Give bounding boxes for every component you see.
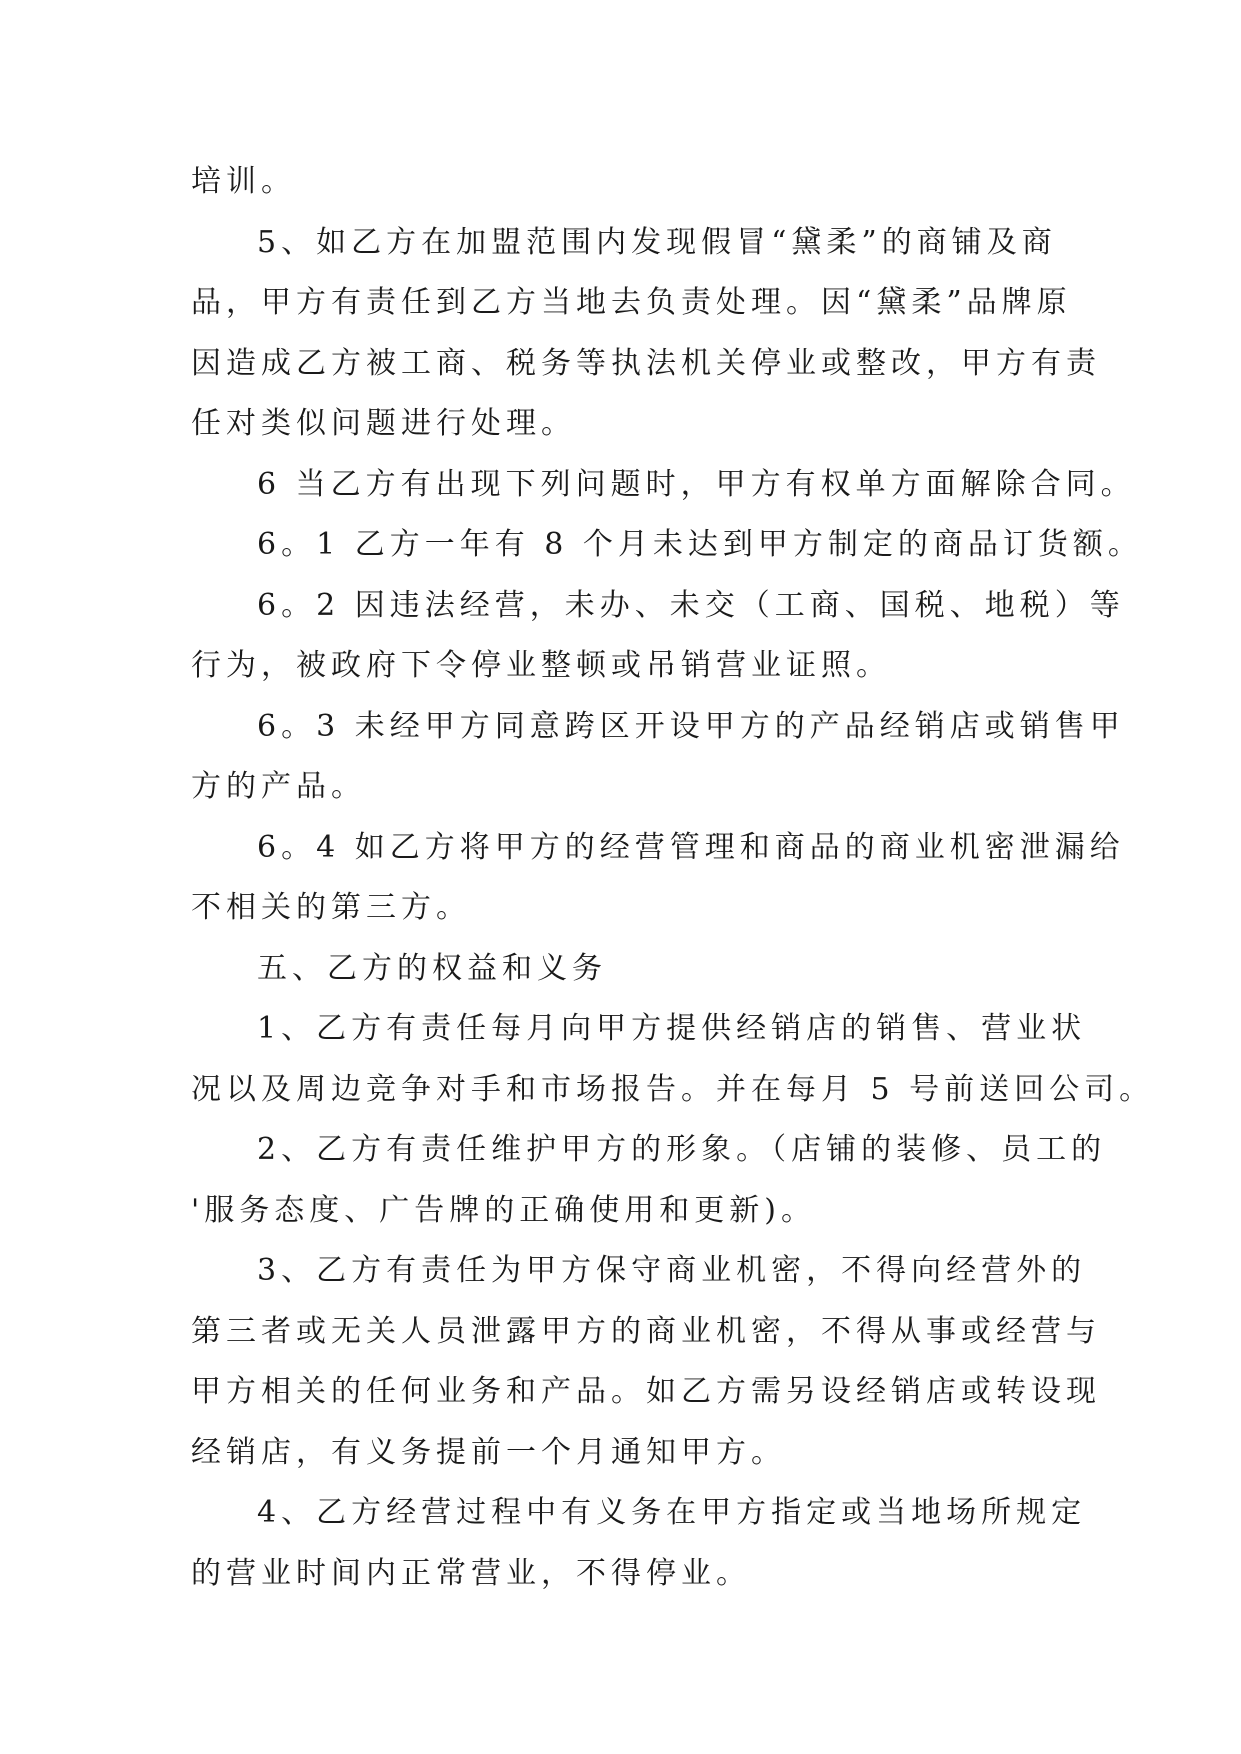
text-line: 3、乙方有责任为甲方保守商业机密，不得向经营外的 (257, 1253, 1087, 1288)
text-line: '服务态度、广告牌的正确使用和更新)。 (191, 1192, 816, 1228)
text-line: 方的产品。 (191, 769, 366, 804)
section-heading: 五、乙方的权益和义务 (257, 950, 607, 986)
text-line: 第三者或无关人员泄露甲方的商业机密，不得从事或经营与 (191, 1313, 1101, 1349)
text-line: 6。1 乙方一年有 8 个月未达到甲方制定的商品订货额。 (257, 527, 1143, 562)
text-line: 1、乙方有责任每月向甲方提供经销店的销售、营业状 (257, 1011, 1087, 1046)
text-line: 况以及周边竞争对手和市场报告。并在每月 5 号前送回公司。 (191, 1071, 1155, 1107)
text-line: 不相关的第三方。 (191, 890, 471, 925)
text-line: 经销店，有义务提前一个月通知甲方。 (191, 1434, 786, 1470)
text-line: 2、乙方有责任维护甲方的形象。（店铺的装修、员工的 (257, 1132, 1107, 1167)
text-line: 6。3 未经甲方同意跨区开设甲方的产品经销店或销售甲 (257, 708, 1125, 744)
text-line: 6 当乙方有出现下列问题时，甲方有权单方面解除合同。 (257, 466, 1136, 502)
document-body (191, 152, 1155, 1604)
text-line: 任对类似问题进行处理。 (191, 406, 576, 441)
text-line: 6。2 因违法经营，未办、未交（工商、国税、地税）等 (257, 587, 1125, 623)
text-line: 甲方相关的任何业务和产品。如乙方需另设经销店或转设现 (191, 1374, 1101, 1409)
text-line: 4、乙方经营过程中有义务在甲方指定或当地场所规定 (257, 1495, 1087, 1530)
text-line: 因造成乙方被工商、税务等执法机关停业或整改，甲方有责 (191, 345, 1101, 381)
text-line: 的营业时间内正常营业，不得停业。 (191, 1555, 751, 1591)
text-line: 行为，被政府下令停业整顿或吊销营业证照。 (191, 648, 891, 683)
text-line: 培训。 (191, 164, 296, 199)
text-line: 6。4 如乙方将甲方的经营管理和商品的商业机密泄漏给 (257, 829, 1125, 865)
text-line: 品，甲方有责任到乙方当地去负责处理。因“黛柔”品牌原 (191, 285, 1072, 320)
text-line: 5、如乙方在加盟范围内发现假冒“黛柔”的商铺及商 (257, 224, 1057, 260)
